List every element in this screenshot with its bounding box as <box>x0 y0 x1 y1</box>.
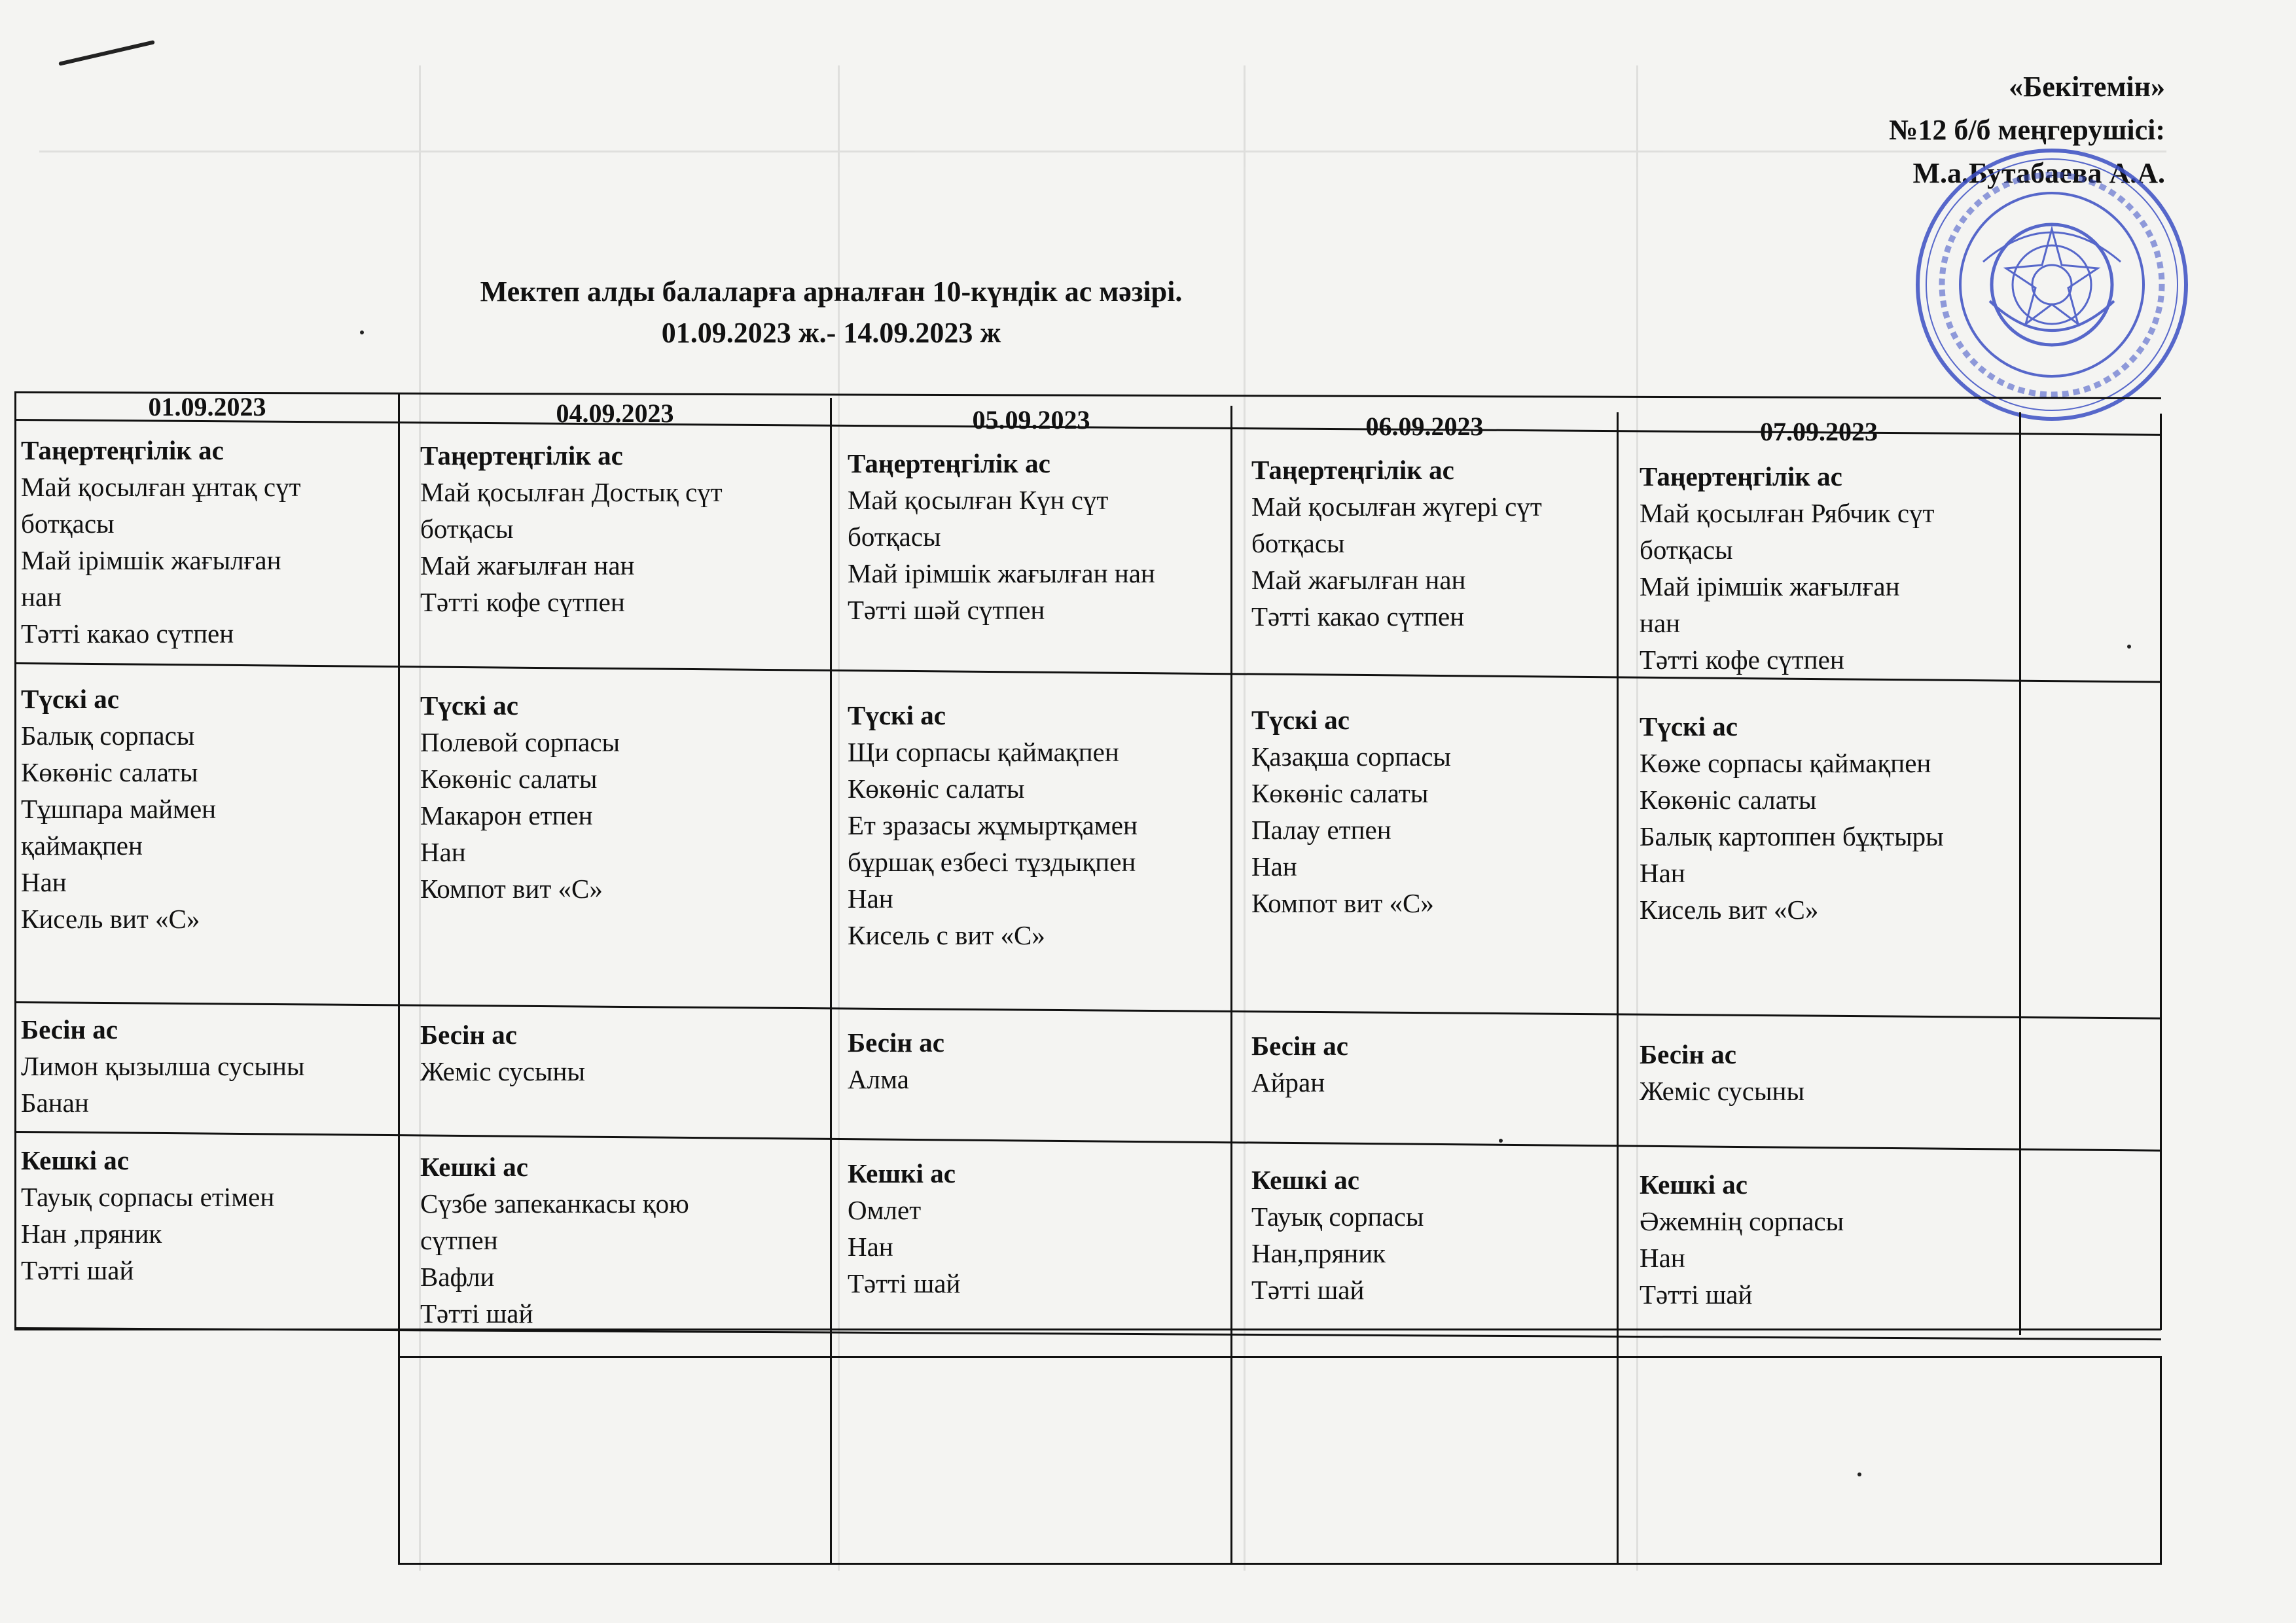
menu-item: Қазақша сорпасы <box>1251 741 1451 772</box>
dinner-cell-day-1 <box>21 1142 394 1289</box>
menu-item: Тауық сорпасы <box>1251 1202 1424 1232</box>
lunch-cell-day-4 <box>1251 702 1615 921</box>
menu-item: Нан <box>1640 858 1685 888</box>
menu-item: Кисель вит «С» <box>1640 895 1819 925</box>
approval-line-2: №12 б/б меңгерушісі: <box>1889 114 2165 146</box>
meal-title: Кешкі ас <box>420 1152 528 1182</box>
dinner-cell-day-4 <box>1251 1162 1615 1308</box>
menu-item: ботқасы <box>1251 528 1345 558</box>
menu-item: Нан <box>1640 1243 1685 1273</box>
menu-item: Май қосылған ұнтақ сүт <box>21 472 301 502</box>
menu-item: Нан <box>848 1232 893 1262</box>
meal-title: Бесін ас <box>1251 1031 1348 1061</box>
menu-item: Тәтті шай <box>21 1255 134 1285</box>
menu-item: Балық картоппен бұқтыры <box>1640 821 1944 851</box>
menu-item: сүтпен <box>420 1225 498 1255</box>
speck <box>1499 1139 1503 1143</box>
menu-title: Мектеп алды балаларға арналған 10-күндік ас мәзірі. <box>480 276 1183 308</box>
menu-item: Тәтті кофе сүтпен <box>420 587 625 617</box>
date-header-3: 05.09.2023 <box>972 405 1090 435</box>
menu-item: ботқасы <box>420 514 514 544</box>
menu-item: Айран <box>1251 1067 1325 1097</box>
dinner-cell-day-5 <box>1640 1166 2019 1313</box>
menu-item: Ет зразасы жұмыртқамен <box>848 810 1138 840</box>
meal-title: Түскі ас <box>1251 705 1350 735</box>
meal-title: Бесін ас <box>848 1027 944 1058</box>
breakfast-cell-day-5 <box>1640 458 2019 678</box>
menu-item: Кисель вит «С» <box>21 904 200 934</box>
meal-title: Кешкі ас <box>848 1158 956 1188</box>
snack-cell-day-2 <box>420 1016 826 1090</box>
menu-item: Көкөніс салаты <box>420 764 598 794</box>
meal-title: Таңертеңгілік ас <box>420 440 623 471</box>
dinner-cell-day-3 <box>848 1155 1227 1302</box>
meal-title: Түскі ас <box>21 684 120 714</box>
meal-title: Бесін ас <box>1640 1039 1736 1069</box>
menu-item: Компот вит «С» <box>1251 888 1434 918</box>
date-header-2: 04.09.2023 <box>556 399 674 428</box>
menu-item: Май ірімшік жағылған <box>1640 571 1900 601</box>
meal-title: Таңертеңгілік ас <box>1640 461 1842 491</box>
meal-title: Түскі ас <box>1640 711 1738 741</box>
breakfast-cell-day-3 <box>848 445 1227 628</box>
menu-item: ботқасы <box>21 508 115 539</box>
meal-title: Бесін ас <box>21 1014 118 1044</box>
meal-title: Кешкі ас <box>21 1145 129 1175</box>
menu-item: Көкөніс салаты <box>1251 778 1429 808</box>
snack-cell-day-4 <box>1251 1027 1615 1101</box>
menu-item: Көкөніс салаты <box>1640 785 1817 815</box>
speck <box>2127 645 2131 649</box>
menu-item: қаймақпен <box>21 830 143 861</box>
meal-title: Таңертеңгілік ас <box>1251 455 1454 485</box>
menu-item: Әжемнің сорпасы <box>1640 1206 1844 1236</box>
menu-item: Тұшпара маймен <box>21 794 217 824</box>
breakfast-cell-day-4 <box>1251 452 1615 635</box>
meal-title: Бесін ас <box>420 1020 517 1050</box>
menu-item: Тәтті кофе сүтпен <box>1640 645 1844 675</box>
approval-line-3: М.а.Бутабаева А.А. <box>1912 157 2165 189</box>
menu-item: Көкөніс салаты <box>848 774 1025 804</box>
lunch-cell-day-2 <box>420 687 826 907</box>
menu-item: Май жағылған нан <box>1251 565 1466 595</box>
dinner-cell-day-2 <box>420 1149 826 1332</box>
menu-item: Алма <box>848 1064 909 1094</box>
menu-item: Май қосылған Күн сүт <box>848 485 1109 515</box>
date-header-5: 07.09.2023 <box>1760 417 1878 446</box>
date-header-1: 01.09.2023 <box>148 392 266 421</box>
meal-title: Кешкі ас <box>1640 1169 1748 1200</box>
menu-item: Тәтті шәй сүтпен <box>848 595 1045 625</box>
menu-item: Май қосылған жүгері сүт <box>1251 491 1542 522</box>
menu-item: Палау етпен <box>1251 815 1391 845</box>
menu-item: Жеміс сусыны <box>1640 1076 1805 1106</box>
menu-item: Вафли <box>420 1262 495 1292</box>
menu-item: Тәтті какао сүтпен <box>1251 601 1465 632</box>
menu-item: ботқасы <box>1640 535 1733 565</box>
menu-item: Балық сорпасы <box>21 721 195 751</box>
menu-item: Макарон етпен <box>420 800 593 830</box>
menu-item: Нан <box>420 837 466 867</box>
meal-title: Түскі ас <box>420 690 519 721</box>
menu-item: Жеміс сусыны <box>420 1056 586 1086</box>
speck <box>1857 1472 1861 1476</box>
menu-date-range: 01.09.2023 ж.- 14.09.2023 ж <box>661 317 1001 349</box>
menu-item: Нан <box>21 867 67 897</box>
menu-item: Сүзбе запеканкасы қою <box>420 1188 689 1219</box>
menu-item: нан <box>1640 608 1681 638</box>
menu-item: Лимон қызылша сусыны <box>21 1051 305 1081</box>
menu-item: Тауық сорпасы етімен <box>21 1182 275 1212</box>
menu-item: Тәтті шай <box>1251 1275 1365 1305</box>
menu-item: Май қосылған Достық сүт <box>420 477 723 507</box>
menu-item: Тәтті шай <box>848 1268 961 1298</box>
menu-item: Кисель с вит «С» <box>848 920 1045 950</box>
lunch-cell-day-3 <box>848 697 1227 954</box>
approval-line-1: «Бекітемін» <box>2009 71 2165 103</box>
menu-item: Щи сорпасы қаймақпен <box>848 737 1119 767</box>
date-header-4: 06.09.2023 <box>1365 412 1484 441</box>
menu-item: Компот вит «С» <box>420 874 603 904</box>
menu-item: Май ірімшік жағылған <box>21 545 281 575</box>
pen-mark <box>58 40 155 66</box>
menu-item: Май ірімшік жағылған нан <box>848 558 1155 588</box>
meal-title: Түскі ас <box>848 700 946 730</box>
menu-item: ботқасы <box>848 522 941 552</box>
official-seal-icon <box>1911 144 2193 425</box>
menu-item: Тәтті шай <box>420 1298 533 1329</box>
lunch-cell-day-1 <box>21 681 394 937</box>
breakfast-cell-day-2 <box>420 437 826 620</box>
snack-cell-day-1 <box>21 1011 394 1121</box>
menu-item: Көкөніс салаты <box>21 757 198 787</box>
menu-item: Май қосылған Рябчик сүт <box>1640 498 1935 528</box>
menu-item: Нан <box>1251 851 1297 882</box>
menu-item: Тәтті какао сүтпен <box>21 618 234 649</box>
menu-item: бұршақ езбесі тұздықпен <box>848 847 1136 877</box>
meal-title: Кешкі ас <box>1251 1165 1359 1195</box>
menu-item: Көже сорпасы қаймақпен <box>1640 748 1931 778</box>
breakfast-cell-day-1 <box>21 432 394 652</box>
menu-item: Нан ,пряник <box>21 1219 162 1249</box>
speck <box>360 330 364 334</box>
snack-cell-day-3 <box>848 1024 1227 1097</box>
lunch-cell-day-5 <box>1640 708 2022 928</box>
menu-item: Тәтті шай <box>1640 1279 1753 1310</box>
menu-item: Нан <box>848 883 893 914</box>
menu-item: Банан <box>21 1088 89 1118</box>
menu-item: Омлет <box>848 1195 922 1225</box>
snack-cell-day-5 <box>1640 1036 2019 1109</box>
menu-item: Полевой сорпасы <box>420 727 620 757</box>
menu-item: Май жағылған нан <box>420 550 635 580</box>
meal-title: Таңертеңгілік ас <box>21 435 224 465</box>
meal-title: Таңертеңгілік ас <box>848 448 1050 478</box>
menu-item: Нан,пряник <box>1251 1238 1386 1268</box>
menu-item: нан <box>21 582 62 612</box>
